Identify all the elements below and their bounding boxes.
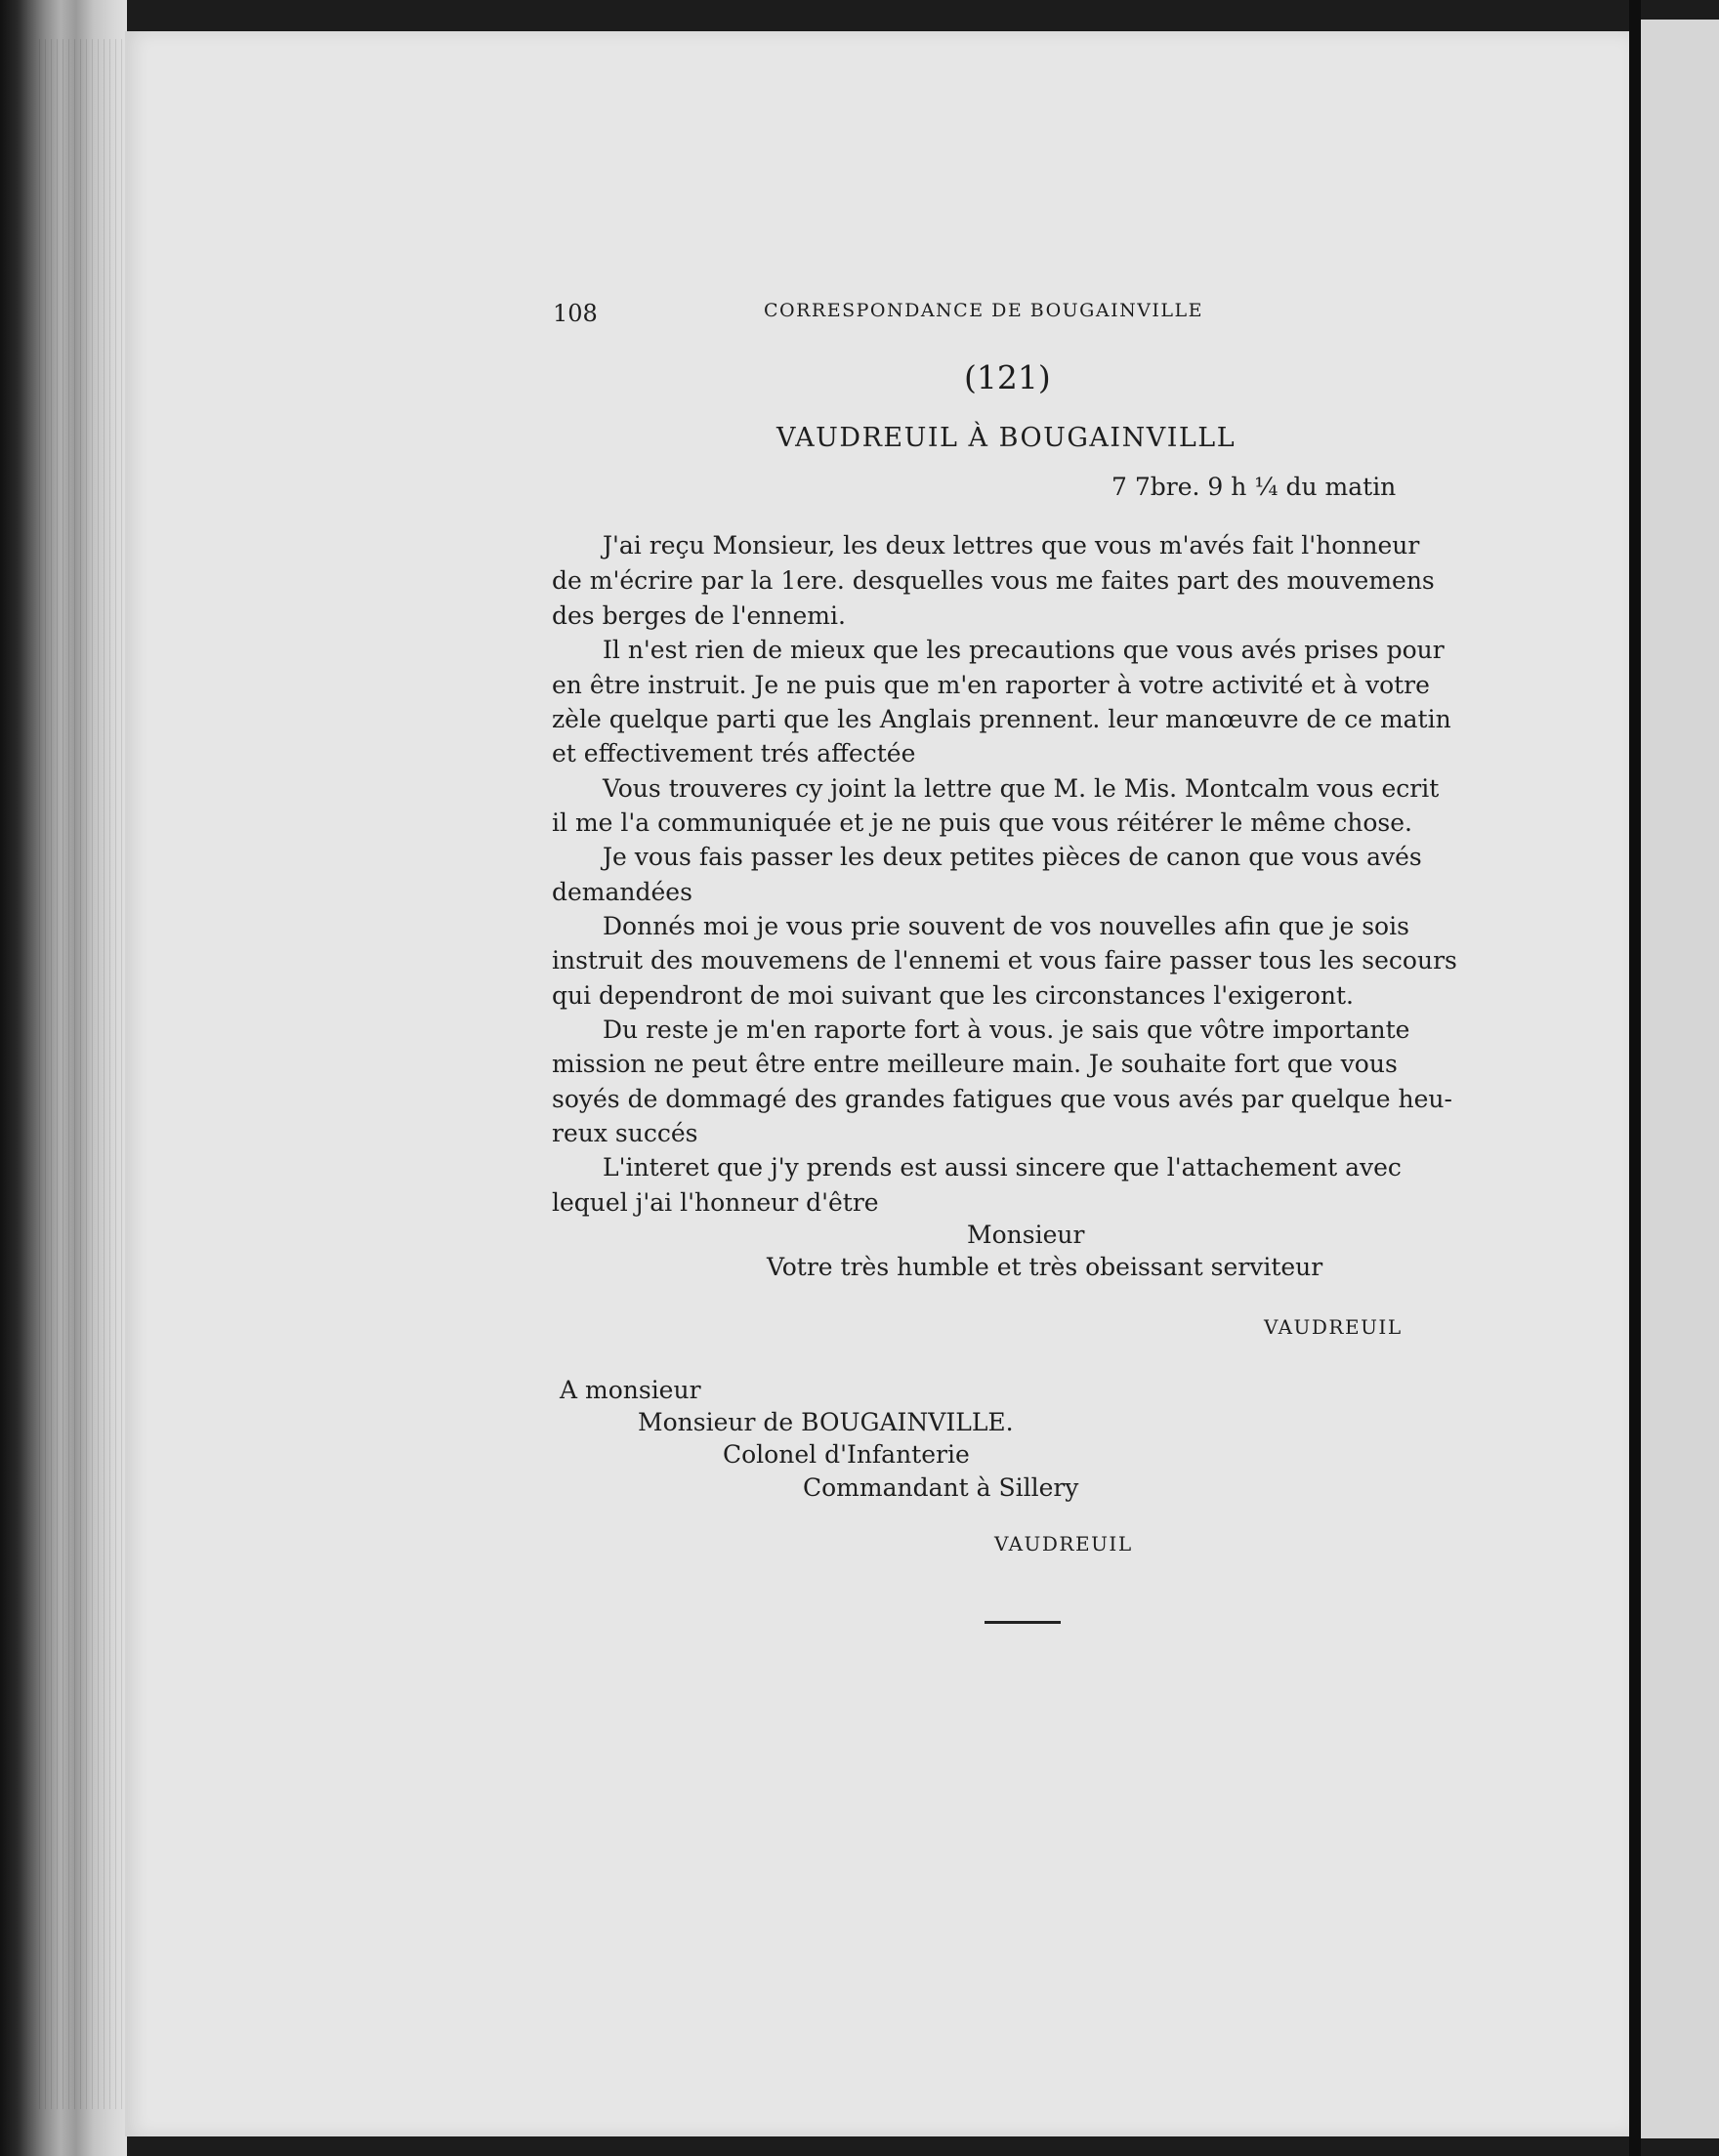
body-line: reux succés — [552, 1119, 698, 1147]
signature: VAUDREUIL — [1264, 1315, 1403, 1339]
body-line: Du reste je m'en raporte fort à vous. je sais que vôtre importante — [603, 1016, 1410, 1044]
body-line: demandées — [552, 878, 692, 906]
body-line: mission ne peut être entre meilleure main. Je souhaite fort que vous — [552, 1050, 1398, 1078]
address-line: Monsieur de BOUGAINVILLE. — [638, 1408, 1014, 1436]
body-line: Je vous fais passer les deux petites pièces de canon que vous avés — [603, 843, 1422, 871]
closing-rule — [985, 1621, 1061, 1624]
body-line: instruit des mouvemens de l'ennemi et vous faire passer tous les secours — [552, 946, 1457, 974]
body-line: J'ai reçu Monsieur, les deux lettres que vous m'avés fait l'honneur — [603, 531, 1420, 560]
book-gutter — [1629, 0, 1641, 2156]
address-line: A monsieur — [560, 1376, 701, 1404]
closing: Votre très humble et très obeissant serviteur — [767, 1253, 1323, 1281]
book-page — [125, 31, 1629, 2136]
address-signature: VAUDREUIL — [994, 1532, 1133, 1555]
facing-page — [1641, 20, 1719, 2138]
body-line: de m'écrire par la 1ere. desquelles vous me faites part des mouvemens — [552, 566, 1435, 595]
letter-number: (121) — [964, 358, 1051, 396]
body-line: et effectivement trés affectée — [552, 739, 916, 767]
body-line: L'interet que j'y prends est aussi sincere que l'attachement avec — [603, 1153, 1402, 1182]
body-line: zèle quelque parti que les Anglais prennent. leur manœuvre de ce matin — [552, 705, 1451, 733]
body-line: qui dependront de moi suivant que les circonstances l'exigeront. — [552, 981, 1354, 1010]
letter-dateline: 7 7bre. 9 h ¼ du matin — [1111, 473, 1397, 501]
body-line: des berges de l'ennemi. — [552, 601, 846, 630]
address-line: Commandant à Sillery — [803, 1473, 1079, 1502]
body-line: Il n'est rien de mieux que les precautions que vous avés prises pour — [603, 636, 1445, 664]
address-line: Colonel d'Infanterie — [723, 1440, 970, 1469]
body-line: Vous trouveres cy joint la lettre que M. le Mis. Montcalm vous ecrit — [603, 774, 1440, 803]
body-line: Donnés moi je vous prie souvent de vos nouvelles afin que je sois — [603, 912, 1409, 940]
running-title: CORRESPONDANCE DE BOUGAINVILLE — [764, 300, 1204, 321]
book-page-edges — [0, 0, 127, 2156]
body-line: il me l'a communiquée et je ne puis que vous réitérer le même chose. — [552, 808, 1412, 837]
salutation: Monsieur — [967, 1221, 1085, 1249]
page-number: 108 — [553, 300, 598, 327]
body-line: en être instruit. Je ne puis que m'en raporter à votre activité et à votre — [552, 671, 1430, 699]
letter-title: VAUDREUIL À BOUGAINVILLL — [776, 423, 1237, 453]
body-line: soyés de dommagé des grandes fatigues que vous avés par quelque heu- — [552, 1085, 1452, 1113]
body-line: lequel j'ai l'honneur d'être — [552, 1188, 879, 1217]
page-edge-lines — [39, 39, 127, 2109]
